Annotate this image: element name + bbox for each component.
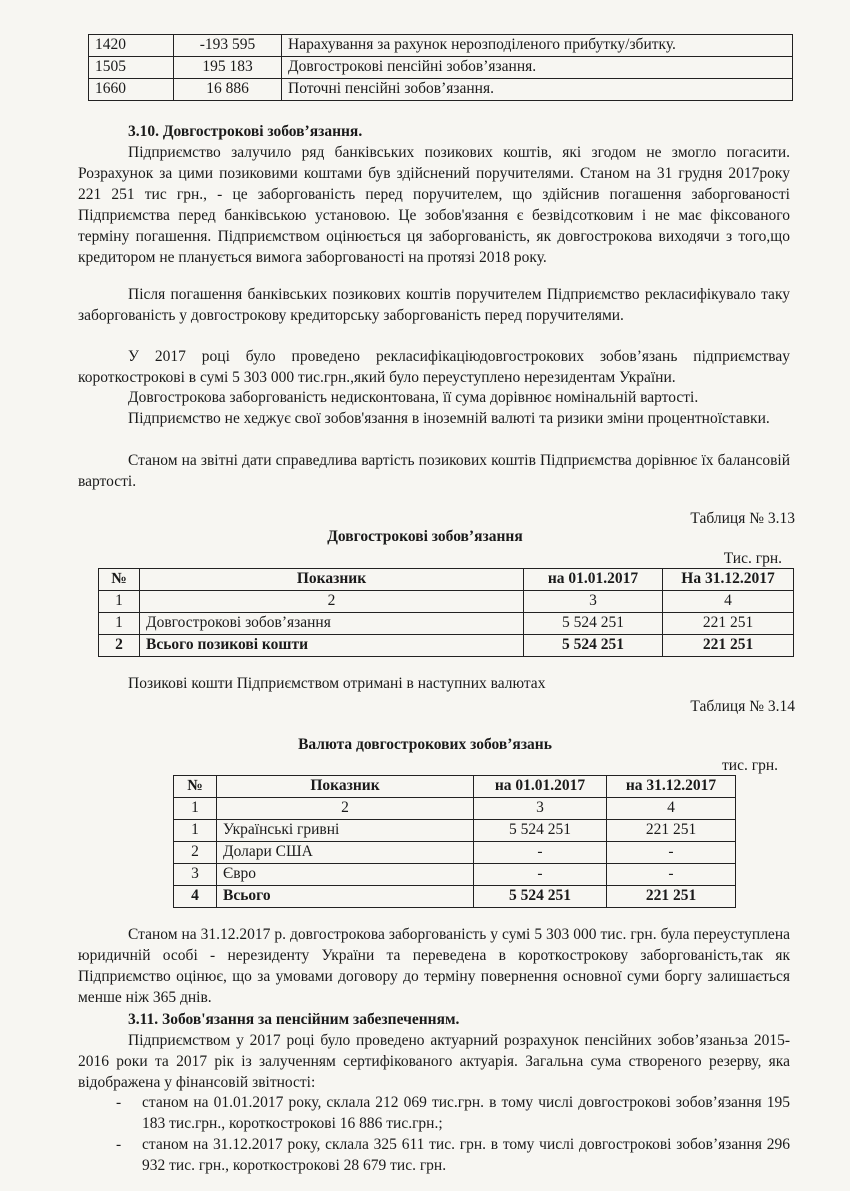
table-index-row (174, 797, 736, 819)
table-header-row (174, 776, 736, 798)
list-item-text: станом на 01.01.2017 року, склала 212 069 тис.грн. в тому числі довгострокові зобов’язання 195 183 тис.грн., короткострокові 16 886 тис.грн.; (142, 1094, 790, 1132)
table-cell: 2 (174, 841, 217, 863)
table-cell: Євро (217, 863, 474, 885)
table-row (174, 841, 736, 863)
table-cell: 4 (663, 590, 794, 612)
column-header: на 31.12.2017 (607, 776, 736, 798)
table-cell: 3 (174, 863, 217, 885)
table-row (89, 35, 793, 57)
long-term-liabilities-table (98, 568, 794, 657)
table-cell: 2 (99, 634, 140, 656)
table-314-caption: Таблиця № 3.14 (690, 698, 795, 715)
account-value: 195 183 (174, 56, 282, 78)
section-310-paragraph-6: Станом на звітні дати справедлива вартість позикових коштів Підприємства дорівнює їх балансовій вартості. (78, 452, 790, 490)
table-cell: Всього (217, 885, 474, 907)
table-cell: Українські гривні (217, 819, 474, 841)
liability-currency-table (173, 775, 736, 908)
pension-reserve-list (116, 1093, 790, 1177)
table-cell: - (474, 863, 607, 885)
section-311-heading: 3.11. Зобов'язання за пенсійним забезпеченням. (128, 1011, 460, 1028)
table-total-row (174, 885, 736, 907)
account-description: Нарахування за рахунок нерозподіленого прибутку/збитку. (282, 35, 793, 57)
currency-note: Позикові кошти Підприємством отримані в наступних валютах (128, 675, 546, 692)
table-cell: - (474, 841, 607, 863)
table-313-unit: Тис. грн. (723, 550, 782, 567)
table-cell: 1 (99, 590, 140, 612)
table-cell: 5 524 251 (524, 612, 663, 634)
account-code: 1505 (89, 56, 174, 78)
table-cell: Долари США (217, 841, 474, 863)
table-cell: Довгострокові зобов’язання (140, 612, 524, 634)
table-cell: 5 524 251 (474, 819, 607, 841)
table-row (174, 819, 736, 841)
table-row (174, 863, 736, 885)
table-row (99, 612, 794, 634)
column-header: № (99, 569, 140, 591)
table-cell: 2 (140, 590, 524, 612)
table-cell: 1 (174, 797, 217, 819)
table-cell: Всього позикові кошти (140, 634, 524, 656)
table-cell: 1 (99, 612, 140, 634)
section-310-heading: 3.10. Довгострокові зобов’язання. (128, 123, 363, 140)
table-cell: 221 251 (663, 612, 794, 634)
table-cell: 5 524 251 (474, 885, 607, 907)
table-header-row (99, 569, 794, 591)
account-code: 1660 (89, 78, 174, 100)
list-item: - станом на 31.12.2017 року, склала 325 611 тис. грн. в тому числі довгострокові зобов’язання 296 932 тис. грн., короткострокові 28 679 тис. грн. (116, 1135, 790, 1174)
table-cell: 3 (524, 590, 663, 612)
table-314-title: Валюта довгострокових зобов’язань (298, 736, 552, 753)
table-row (89, 56, 793, 78)
section-310-paragraph-2: Після погашення банківських позикових коштів поручителем Підприємство рекласифікувало таку заборгованість у довгострокову кредиторську заборгованість перед поручителями. (78, 286, 790, 324)
account-value: -193 595 (174, 35, 282, 57)
column-header: на 01.01.2017 (474, 776, 607, 798)
column-header: Показник (217, 776, 474, 798)
table-cell: 2 (217, 797, 474, 819)
section-310-paragraph-1: Підприємство залучило ряд банківських позикових коштів, які згодом не змогло погасити. Розрахунок за цими позиковими коштами був здійснений поручителями. Станом на 31 грудня 2017року 221 251 тис грн., - це заборгованість перед поручителем, що здійснив погашення заборгованості Підприємства перед банківською установою. Це зобов'язання є безвідсотковим і не має фіксованого терміну погашення. Підприємством оцінюється ця заборгованість, як довгострокова виходячи з того,що кредитором не планується вимога заборгованості на протязі 2018 року. (78, 144, 790, 266)
section-310-paragraph-4: Довгострокова заборгованість недисконтована, її сума дорівнює номінальній вартості. (128, 389, 699, 406)
account-code: 1420 (89, 35, 174, 57)
table-cell: 4 (174, 885, 217, 907)
table-cell: 5 524 251 (524, 634, 663, 656)
section-310-paragraph-3: У 2017 році було проведено рекласифікаціюдовгострокових зобов’язань підприємстваy короткострокові в сумі 5 303 000 тис.грн.,який було переуступлено нерезидентам України. (78, 348, 790, 386)
table-row (89, 78, 793, 100)
section-310-paragraph-5: Підприємство не хеджує свої зобов'язання в іноземній валюті та ризики зміни процентноїставки. (128, 410, 770, 427)
account-description: Поточні пенсійні зобов’язання. (282, 78, 793, 100)
table-cell: 221 251 (663, 634, 794, 656)
table-total-row (99, 634, 794, 656)
section-311-paragraph-1: Підприємством у 2017 році було проведено актуарний розрахунок пенсійних зобов’язаньза 2015-2016 роки та 2017 рік із залученням сертифікованого актуарія. Загальна сума створеного резерву, яка відображена у фінансовій звітності: (78, 1032, 790, 1091)
table-cell: - (607, 863, 736, 885)
table-cell: 3 (474, 797, 607, 819)
pension-accounts-table (88, 34, 793, 101)
table-cell: 4 (607, 797, 736, 819)
account-description: Довгострокові пенсійні зобов’язання. (282, 56, 793, 78)
list-item-text: станом на 31.12.2017 року, склала 325 611 тис. грн. в тому числі довгострокові зобов’язання 296 932 тис. грн., короткострокові 28 679 тис. грн. (142, 1135, 790, 1174)
reassignment-paragraph: Станом на 31.12.2017 р. довгострокова заборгованість у сумі 5 303 000 тис. грн. була переуступлена юридичній особі - нерезиденту України та переведена в короткострокову заборгованість,так як Підприємство оцінює, що за умовами договору до терміну повернення основної суми боргу залишається менше ніж 365 днів. (78, 926, 790, 1006)
table-cell: 221 251 (607, 819, 736, 841)
list-item: - станом на 01.01.2017 року, склала 212 069 тис.грн. в тому числі довгострокові зобов’язання 195 183 тис.грн., короткострокові 16 886 тис.грн.; (116, 1094, 790, 1132)
table-314-unit: тис. грн. (722, 757, 778, 774)
column-header: на 01.01.2017 (524, 569, 663, 591)
account-value: 16 886 (174, 78, 282, 100)
column-header: На 31.12.2017 (663, 569, 794, 591)
table-313-title: Довгострокові зобов’язання (327, 528, 523, 545)
table-313-caption: Таблиця № 3.13 (690, 510, 795, 527)
column-header: Показник (140, 569, 524, 591)
table-cell: - (607, 841, 736, 863)
column-header: № (174, 776, 217, 798)
table-cell: 1 (174, 819, 217, 841)
table-index-row (99, 590, 794, 612)
table-cell: 221 251 (607, 885, 736, 907)
